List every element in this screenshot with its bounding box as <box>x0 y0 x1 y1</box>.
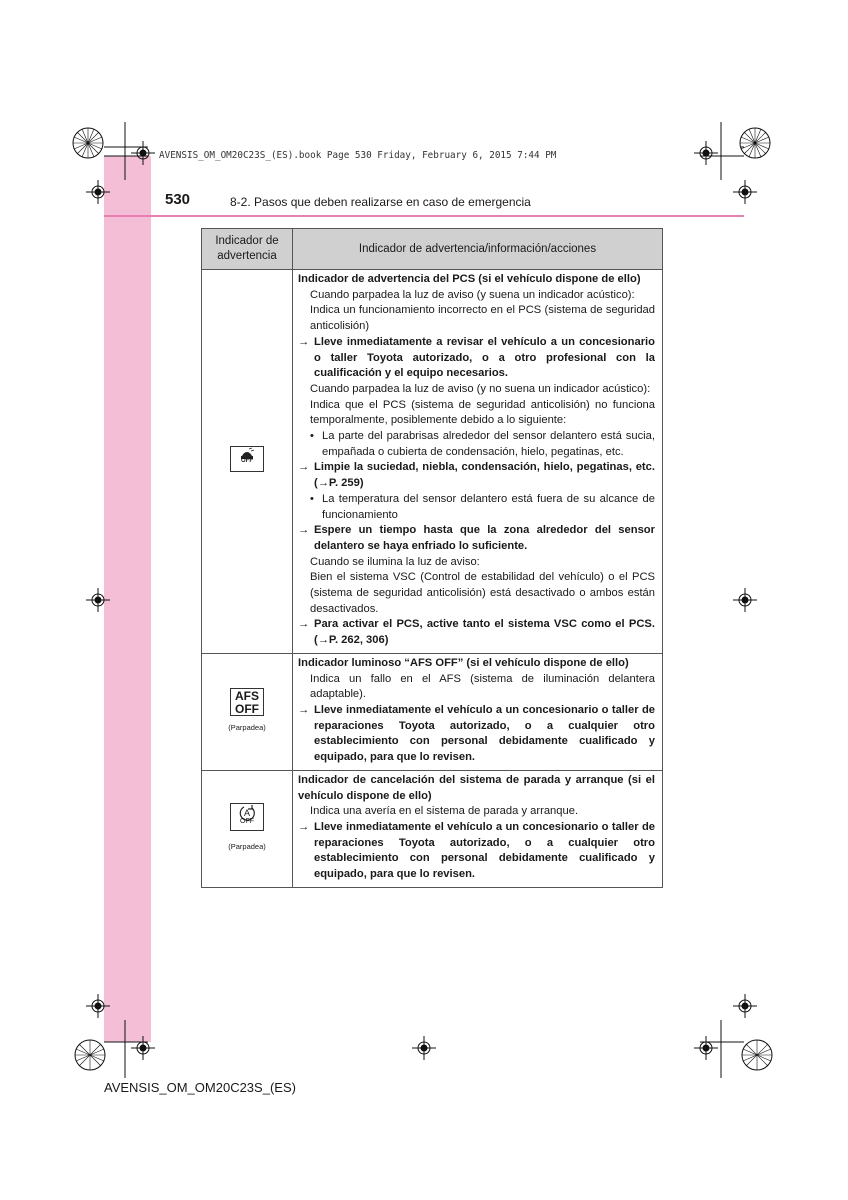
afs-off-label: OFF <box>235 701 259 716</box>
pcs-off-indicator-icon <box>230 446 264 472</box>
arrow-icon: → <box>298 335 310 348</box>
action-line: → Limpie la suciedad, niebla, condensación, hielo, pegatinas, etc. (→P. 259) <box>298 461 655 490</box>
header-warning-indicator: Indicador de advertencia <box>202 229 293 270</box>
arrow-icon: → <box>317 477 329 490</box>
stop-start-off-indicator-icon <box>230 803 264 831</box>
text-line: Bien el sistema VSC (Control de estabilidad del vehículo) o el PCS (sistema de seguridad anticolisión) está desactivado o ambos están desactivados. <box>310 571 655 615</box>
text-line: Indica que el PCS (sistema de seguridad anticolisión) no funciona temporalmente, posiblemente debido a lo siguiente: <box>310 398 655 427</box>
stop-start-off-label: OFF <box>240 818 254 826</box>
arrow-icon: → <box>317 634 329 647</box>
description-cell <box>293 770 663 887</box>
text-line: Indica una avería en el sistema de parada y arranque. <box>310 805 579 818</box>
description-cell <box>293 653 663 770</box>
table-row <box>202 270 663 654</box>
text-line: Cuando parpadea la luz de aviso (y suena un indicador acústico): <box>310 288 635 301</box>
text-line: Cuando parpadea la luz de aviso (y no suena un indicador acústico): <box>310 382 651 395</box>
bullet-icon: • <box>310 492 314 505</box>
book-info-line: AVENSIS_OM_OM20C23S_(ES).book Page 530 Friday, February 6, 2015 7:44 PM <box>159 150 557 161</box>
table-header-row <box>202 229 663 270</box>
action-line: → Para activar el PCS, active tanto el sistema VSC como el PCS. (→P. 262, 306) <box>298 618 655 647</box>
arrow-icon: → <box>298 703 310 716</box>
action-line: → Espere un tiempo hasta que la zona alrededor del sensor delantero se haya enfriado lo suficiente. <box>298 524 655 552</box>
blink-caption: (Parpadea) <box>228 723 266 733</box>
bullet-line: • La parte del parabrisas alrededor del sensor delantero está sucia, empañada o cubierta de condensación, hielo, pegatinas, etc. <box>310 430 655 458</box>
bullet-line: • La temperatura del sensor delantero está fuera de su alcance de funcionamiento <box>310 492 655 521</box>
page-reference-link[interactable]: P. 259) <box>328 477 364 490</box>
afs-label: AFS <box>235 688 259 703</box>
description-cell <box>293 270 663 654</box>
pcs-off-label: OFF <box>241 457 253 464</box>
bullet-icon: • <box>310 430 314 443</box>
text-line: Cuando se ilumina la luz de aviso: <box>310 555 480 568</box>
indicator-cell <box>202 770 293 887</box>
section-title: 8-2. Pasos que deben realizarse en caso de emergencia <box>230 195 531 209</box>
table-row <box>202 770 663 887</box>
indicator-cell <box>202 653 293 770</box>
page-reference-link[interactable]: P. 262, 306) <box>328 634 389 647</box>
arrow-icon: → <box>298 524 310 537</box>
row-title: Indicador luminoso “AFS OFF” (si el vehículo dispone de ello) <box>298 656 629 669</box>
afs-off-indicator-icon <box>230 688 264 716</box>
row-title: Indicador de advertencia del PCS (si el vehículo dispone de ello) <box>298 273 641 285</box>
action-line: → Lleve inmediatamente a revisar el vehículo a un concesionario o taller Toyota autorizado, o a otro profesional con la cualificación y el equipo necesarios. <box>298 335 655 380</box>
table-row <box>202 653 663 770</box>
arrow-icon: → <box>298 820 310 833</box>
indicator-cell <box>202 270 293 654</box>
warning-table <box>201 228 663 888</box>
stop-start-letter: A <box>243 808 250 819</box>
arrow-icon: → <box>298 618 310 631</box>
action-line: → Lleve inmediatamente el vehículo a un concesionario o taller de reparaciones Toyota autorizado, o a cualquier otro establecimiento con personal debidamente cualificado y equipado, para que lo revisen. <box>298 703 655 764</box>
header-rule <box>104 215 744 217</box>
footer-code: AVENSIS_OM_OM20C23S_(ES) <box>104 1080 296 1095</box>
arrow-icon: → <box>298 461 310 474</box>
action-line: → Lleve inmediatamente el vehículo a un concesionario o taller de reparaciones Toyota autorizado, o a cualquier otro establecimiento con personal debidamente cualificado y equipado, para que lo revisen. <box>298 820 655 881</box>
blink-caption: (Parpadea) <box>228 841 266 851</box>
text-line: Indica un fallo en el AFS (sistema de iluminación delantera adaptable). <box>310 672 655 701</box>
page-number: 530 <box>165 191 191 208</box>
row-title: Indicador de cancelación del sistema de parada y arranque (si el vehículo dispone de ello) <box>298 773 655 802</box>
text-line: Indica un funcionamiento incorrecto en el PCS (sistema de seguridad anticolisión) <box>310 304 655 333</box>
header-actions: Indicador de advertencia/información/acciones <box>293 229 663 270</box>
